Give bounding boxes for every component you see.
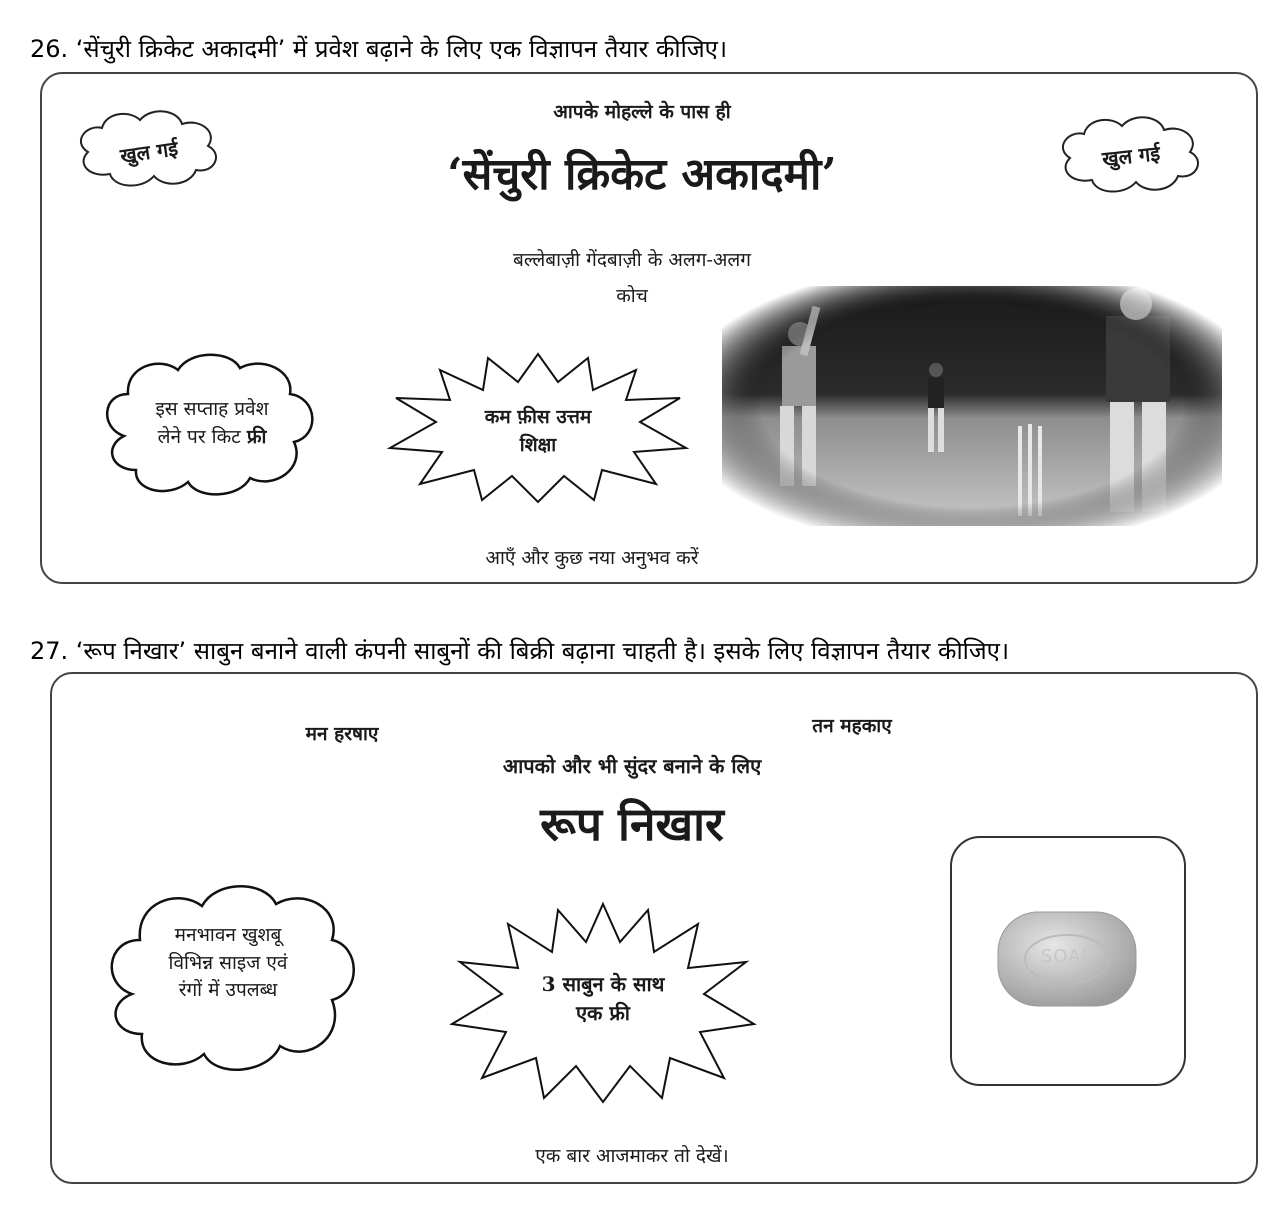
- ad-title: ‘सेंचुरी क्रिकेट अकादमी’: [447, 149, 837, 200]
- left-slogan: मन हरषाए: [305, 723, 379, 745]
- question-26-text: 26. ‘सेंचुरी क्रिकेट अकादमी’ में प्रवेश बढ़ाने के लिए एक विज्ञापन तैयार कीजिए।: [30, 35, 728, 63]
- open-badge-right: खुल गई: [1100, 141, 1162, 171]
- question-27-text: 27. ‘रूप निखार’ साबुन बनाने वाली कंपनी साबुनों की बिक्री बढ़ाना चाहती है। इसके लिए विज्ञापन तैयार कीजिए।: [30, 637, 1010, 665]
- kit-offer-text: [112, 396, 312, 451]
- free-offer-line-1: 3 साबुन के साथ: [541, 972, 665, 996]
- ad-footer: आएँ और कुछ नया अनुभव करें: [485, 547, 699, 569]
- ad-tagline: आपके मोहल्ले के पास ही: [553, 101, 731, 123]
- kit-offer-line-1: इस सप्ताह प्रवेश: [155, 398, 269, 420]
- right-slogan: तन महकाए: [812, 715, 892, 737]
- kit-offer-line-2a: लेने पर किट: [157, 425, 241, 448]
- ad-title: रूप निखार: [540, 797, 724, 851]
- coaches-line-1: बल्लेबाज़ी गेंदबाज़ी के अलग-अलग: [513, 249, 751, 271]
- free-offer-text: [503, 970, 703, 1028]
- cricket-photo: [722, 286, 1222, 526]
- free-offer-line-2: एक फ्री: [576, 1001, 630, 1025]
- kit-offer-free: फ्री: [246, 425, 267, 448]
- ad-footer: एक बार आजमाकर तो देखें।: [535, 1145, 729, 1167]
- open-badge-left: खुल गई: [118, 136, 180, 168]
- fragrance-line-3: रंगों में उपलब्ध: [178, 979, 278, 1002]
- cricket-ad: [40, 72, 1258, 584]
- kit-offer-line-2: [112, 424, 312, 452]
- coaches-line-2: कोच: [616, 285, 648, 307]
- fragrance-line-2: विभिन्न साइज एवं: [168, 951, 288, 974]
- fragrance-line-1: मनभावन खुशबू: [174, 924, 282, 946]
- soap-label: SOAP: [1040, 946, 1094, 967]
- low-fee-line-2: शिक्षा: [519, 433, 557, 456]
- fragrance-text: [138, 922, 318, 1005]
- ad-tagline: आपको और भी सुंदर बनाने के लिए: [502, 754, 762, 778]
- soap-ad: [50, 672, 1258, 1184]
- low-fee-text: [438, 404, 638, 459]
- low-fee-line-1: कम फ़ीस उत्तम: [484, 406, 592, 428]
